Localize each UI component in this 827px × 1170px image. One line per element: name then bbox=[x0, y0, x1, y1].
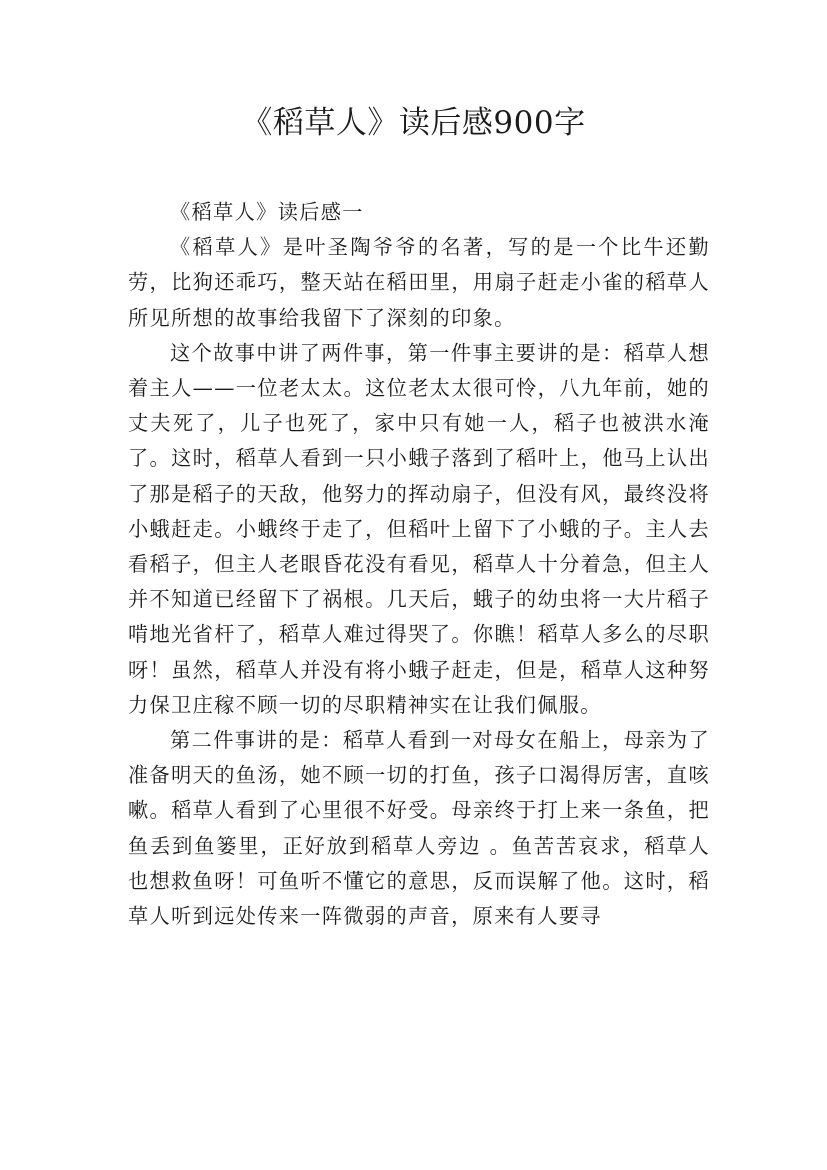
body-paragraph: 这个故事中讲了两件事，第一件事主要讲的是：稻草人想着主人——一位老太太。这位老太太很可怜，八九年前，她的丈夫死了，儿子也死了，家中只有她一人，稻子也被洪水淹了。这时，稻草人看到一只小蛾子落到了稻叶上，他马上认出了那是稻子的天敌，他努力的挥动扇子，但没有风，最终没将小蛾赶走。小蛾终于走了，但稻叶上留下了小蛾的子。主人去看稻子，但主人老眼昏花没有看见，稻草人十分着急，但主人并不知道已经留下了祸根。几天后，蛾子的幼虫将一大片稻子啃地光省杆了，稻草人难过得哭了。你瞧！稻草人多么的尽职呀！虽然，稻草人并没有将小蛾子赶走，但是，稻草人这种努力保卫庄稼不顾一切的尽职精神实在让我们佩服。 bbox=[128, 340, 710, 717]
subheading-paragraph: 《稻草人》读后感一 bbox=[170, 200, 364, 224]
document-body bbox=[128, 195, 710, 934]
body-paragraph: 第二件事讲的是：稻草人看到一对母女在船上，母亲为了准备明天的鱼汤，她不顾一切的打鱼，孩子口渴得厉害，直咳嗽。稻草人看到了心里很不好受。母亲终于打上来一条鱼，把鱼丢到鱼篓里，正好放到稻草人旁边 。鱼苦苦哀求，稻草人也想救鱼呀！可鱼听不懂它的意思，反而误解了他。这时，稻草人听到远处传来一阵微弱的声音，原来有人要寻 bbox=[128, 728, 710, 929]
body-paragraph: 《稻草人》是叶圣陶爷爷的名著，写的是一个比牛还勤劳，比狗还乖巧，整天站在稻田里，用扇子赶走小雀的稻草人所见所想的故事给我留下了深刻的印象。 bbox=[128, 235, 710, 330]
document-title: 《稻草人》读后感900字 bbox=[241, 105, 586, 141]
